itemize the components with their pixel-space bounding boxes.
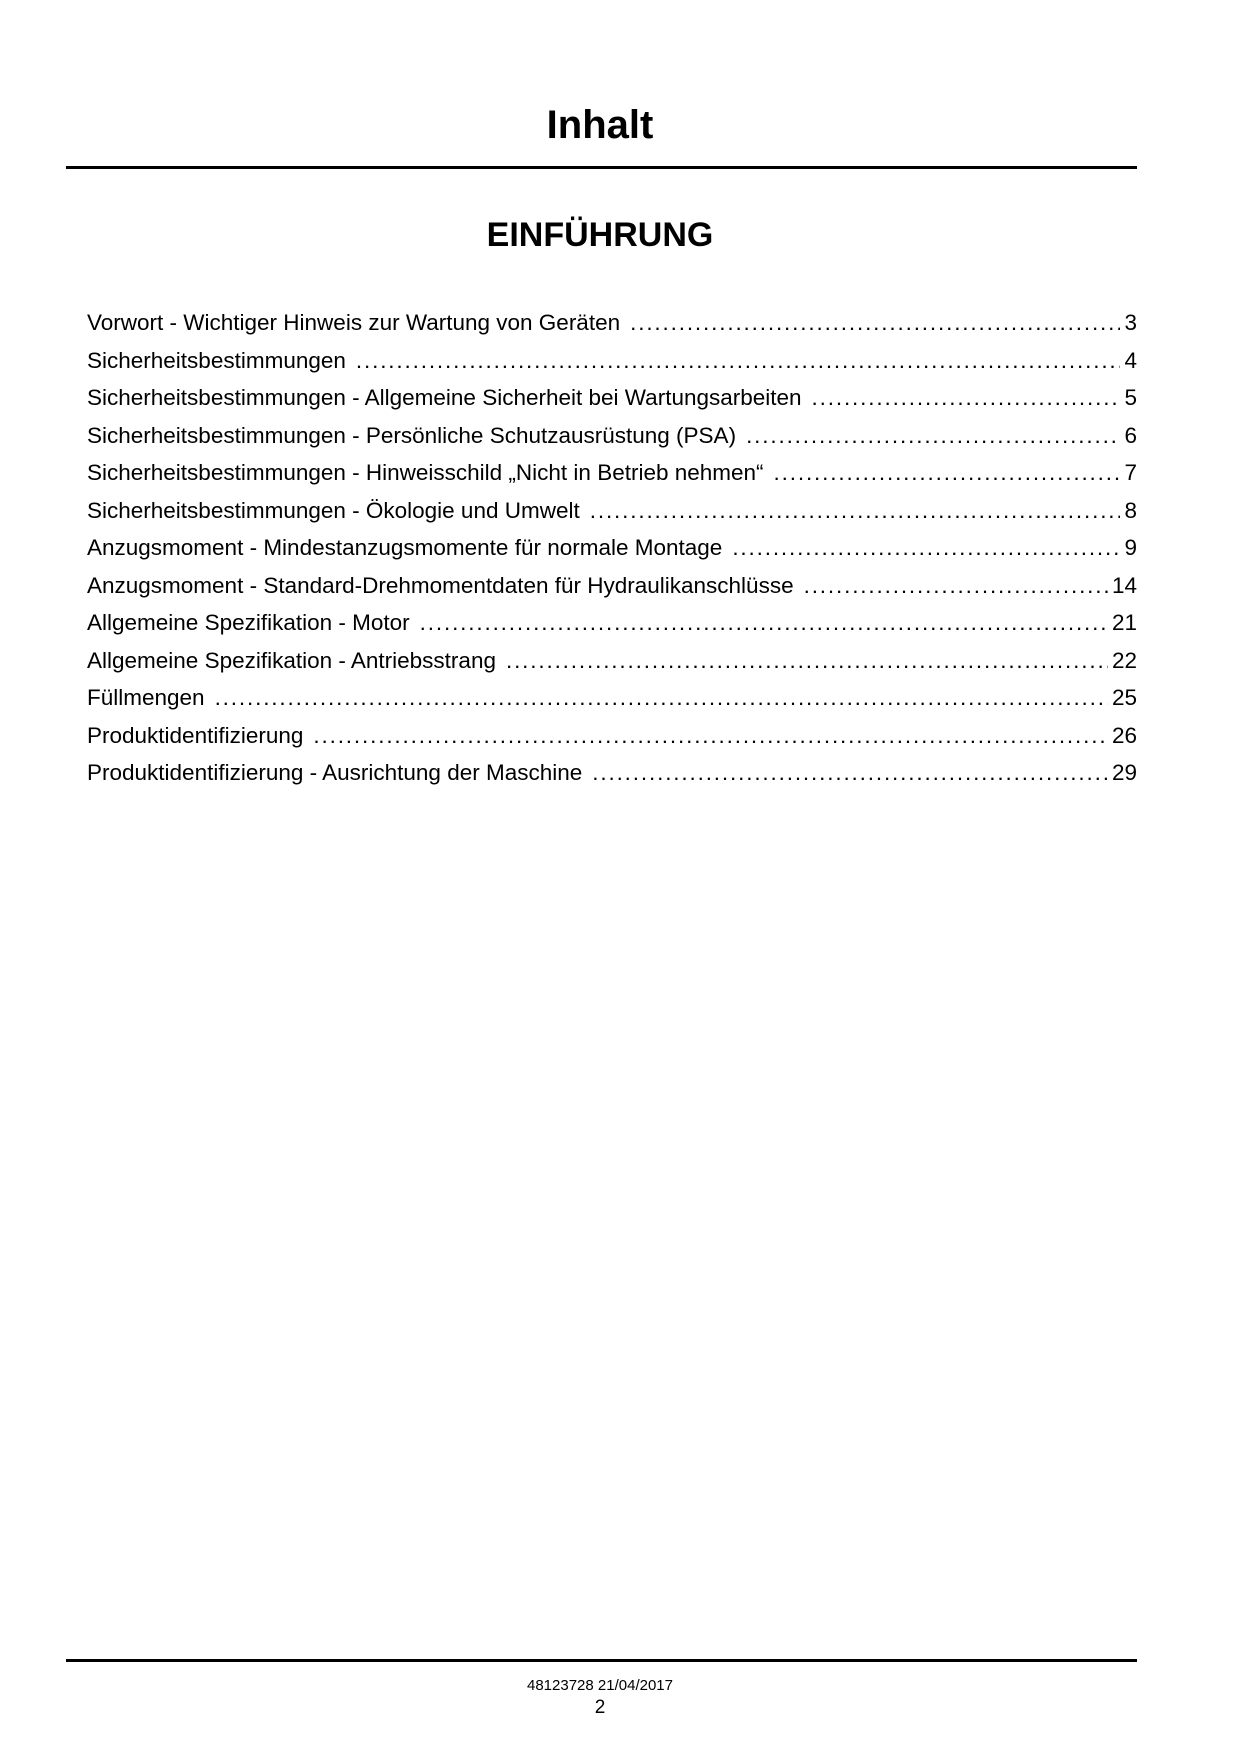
dot-leader	[630, 310, 1120, 336]
toc-entry-title[interactable]: Anzugsmoment - Standard-Drehmomentdaten für Hydraulikanschlüsse	[87, 572, 794, 598]
footer-divider	[66, 1659, 1137, 1662]
toc-entry-page[interactable]: 22	[1111, 647, 1137, 673]
toc-entry-title[interactable]: Sicherheitsbestimmungen - Allgemeine Sicherheit bei Wartungsarbeiten	[87, 385, 802, 410]
toc-entry-page[interactable]: 3	[1124, 310, 1137, 335]
toc-entry-title[interactable]: Sicherheitsbestimmungen - Hinweisschild „Nicht in Betrieb nehmen“	[87, 460, 764, 485]
toc-entry[interactable]	[87, 760, 1137, 798]
toc-entry-page[interactable]: 6	[1124, 422, 1137, 448]
toc-entry[interactable]	[87, 610, 1137, 648]
dot-leader	[590, 498, 1121, 524]
toc-entry-page[interactable]: 4	[1124, 347, 1137, 373]
page-title: Inhalt	[546, 103, 654, 147]
toc-entry-title[interactable]: Füllmengen	[87, 685, 205, 710]
page-number: 2	[594, 1697, 606, 1718]
toc-entry[interactable]	[87, 423, 1137, 461]
dot-leader	[506, 648, 1108, 674]
toc-entry-page[interactable]: 26	[1111, 722, 1137, 748]
toc-entry-page[interactable]: 14	[1111, 572, 1137, 598]
dot-leader	[313, 723, 1108, 749]
toc-entry-page[interactable]: 9	[1124, 535, 1137, 560]
toc-entry-title[interactable]: Produktidentifizierung - Ausrichtung der Maschine	[87, 760, 583, 785]
dot-leader	[356, 348, 1121, 374]
document-id: 48123728 21/04/2017	[527, 1677, 673, 1694]
toc-entry-title[interactable]: Allgemeine Spezifikation - Motor	[87, 610, 410, 635]
toc-entry[interactable]	[87, 535, 1137, 573]
toc-entry[interactable]	[87, 385, 1137, 423]
toc-entry-page[interactable]: 25	[1111, 685, 1137, 710]
toc-entry[interactable]	[87, 460, 1137, 498]
toc-entry-title[interactable]: Anzugsmoment - Mindestanzugsmomente für normale Montage	[87, 535, 723, 560]
toc-entry-page[interactable]: 29	[1111, 760, 1137, 785]
dot-leader	[746, 423, 1120, 449]
toc-entry[interactable]	[87, 348, 1137, 386]
dot-leader	[804, 573, 1108, 599]
toc-entry[interactable]	[87, 723, 1137, 761]
toc-entry[interactable]	[87, 648, 1137, 686]
toc-entry-page[interactable]: 21	[1111, 610, 1137, 635]
toc-entry-title[interactable]: Allgemeine Spezifikation - Antriebsstrang	[87, 647, 496, 673]
toc-entry[interactable]	[87, 498, 1137, 536]
toc-entry-page[interactable]: 8	[1124, 497, 1137, 523]
dot-leader	[215, 685, 1108, 711]
dot-leader	[812, 385, 1121, 411]
table-of-contents	[87, 310, 1137, 798]
toc-entry[interactable]	[87, 310, 1137, 348]
toc-entry-title[interactable]: Produktidentifizierung	[87, 722, 304, 748]
toc-entry[interactable]	[87, 573, 1137, 611]
toc-entry-page[interactable]: 7	[1124, 460, 1137, 485]
dot-leader	[592, 760, 1108, 786]
toc-entry-title[interactable]: Vorwort - Wichtiger Hinweis zur Wartung von Geräten	[87, 310, 621, 335]
toc-entry[interactable]	[87, 685, 1137, 723]
dot-leader	[774, 460, 1121, 486]
toc-entry-title[interactable]: Sicherheitsbestimmungen	[87, 347, 346, 373]
toc-entry-title[interactable]: Sicherheitsbestimmungen - Persönliche Schutzausrüstung (PSA)	[87, 422, 737, 448]
toc-entry-title[interactable]: Sicherheitsbestimmungen - Ökologie und Umwelt	[87, 497, 580, 523]
toc-entry-page[interactable]: 5	[1124, 385, 1137, 410]
dot-leader	[732, 535, 1120, 561]
section-heading: EINFÜHRUNG	[486, 216, 714, 254]
dot-leader	[420, 610, 1108, 636]
header-divider	[66, 166, 1137, 169]
